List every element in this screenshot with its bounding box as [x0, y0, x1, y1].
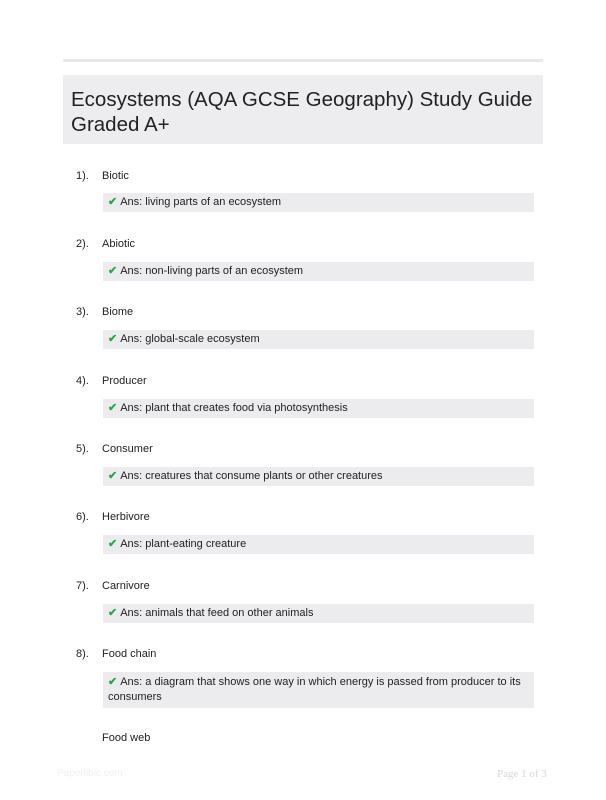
question-number: 5).: [76, 443, 89, 455]
question-number: 7).: [76, 580, 89, 592]
check-icon: ✔: [108, 333, 118, 345]
question-number: 6).: [76, 511, 89, 523]
title-banner: [63, 75, 543, 144]
question-number: 3).: [76, 306, 89, 318]
question-term: Food web: [102, 732, 151, 744]
question-term: Herbivore: [102, 511, 150, 523]
answer-box: [103, 193, 534, 212]
answer-text: Ans: global-scale ecosystem: [120, 333, 260, 345]
answer-text: Ans: plant-eating creature: [120, 538, 247, 550]
answer-box: [103, 535, 534, 554]
check-icon: ✔: [108, 470, 118, 482]
question-term: Biotic: [102, 170, 129, 182]
answer-box: [103, 262, 534, 281]
check-icon: ✔: [108, 607, 118, 619]
check-icon: ✔: [108, 676, 118, 688]
question-number: 8).: [76, 648, 89, 660]
footer-watermark: Paperlibic.com: [57, 768, 123, 779]
answer-box: [103, 672, 534, 708]
check-icon: ✔: [108, 265, 118, 277]
question-term: Food chain: [102, 648, 157, 660]
question-term: Abiotic: [102, 238, 136, 250]
question-number: 4).: [76, 375, 89, 387]
answer-text: Ans: animals that feed on other animals: [120, 607, 314, 619]
question-number: 2).: [76, 238, 89, 250]
answer-box: [103, 604, 534, 623]
page-number: Page 1 of 3: [497, 768, 547, 780]
question-term: Consumer: [102, 443, 153, 455]
answer-box: [103, 399, 534, 418]
answer-text: Ans: plant that creates food via photosynthesis: [120, 402, 348, 414]
question-term: Producer: [102, 375, 147, 387]
question-number: 1).: [76, 170, 89, 182]
answer-text: Ans: living parts of an ecosystem: [120, 196, 282, 208]
answer-text: Ans: a diagram that shows one way in which energy is passed from producer to its consumers: [108, 676, 521, 703]
question-term: Biome: [102, 306, 134, 318]
question-term: Carnivore: [102, 580, 150, 592]
answer-text: Ans: creatures that consume plants or other creatures: [120, 470, 383, 482]
answer-text: Ans: non-living parts of an ecosystem: [120, 265, 304, 277]
answer-box: [103, 467, 534, 486]
check-icon: ✔: [108, 196, 118, 208]
page-title: Ecosystems (AQA GCSE Geography) Study Guide Graded A+: [71, 88, 533, 136]
answer-box: [103, 330, 534, 349]
top-divider: [63, 59, 543, 62]
check-icon: ✔: [108, 402, 118, 414]
check-icon: ✔: [108, 538, 118, 550]
